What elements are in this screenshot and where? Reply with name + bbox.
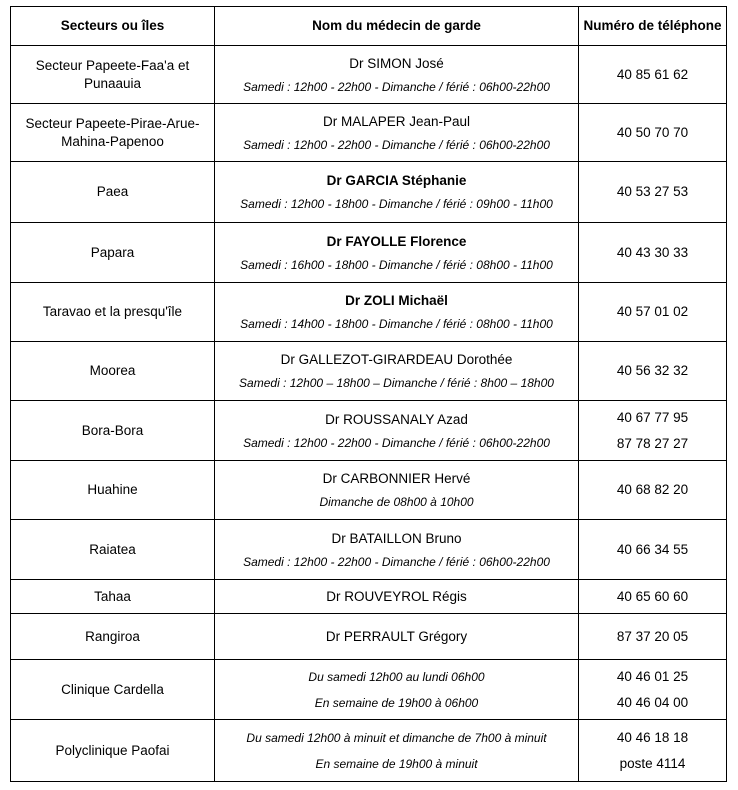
sector-cell: Papara bbox=[11, 223, 215, 283]
phone-number: 87 78 27 27 bbox=[616, 435, 689, 451]
doctor-name: Dr SIMON José bbox=[349, 55, 444, 71]
doctor-cell bbox=[215, 720, 579, 782]
doctor-cell bbox=[215, 104, 579, 162]
header-doctor: Nom du médecin de garde bbox=[215, 7, 579, 46]
phone-cell bbox=[579, 520, 727, 580]
doctor-name: Dr FAYOLLE Florence bbox=[326, 233, 467, 249]
phone-number: 40 85 61 62 bbox=[616, 66, 689, 82]
phone-number: 40 66 34 55 bbox=[616, 541, 689, 557]
header-row bbox=[11, 7, 727, 46]
phone-number: 40 68 82 20 bbox=[616, 482, 689, 497]
doctor-cell bbox=[215, 614, 579, 660]
doctor-cell bbox=[215, 401, 579, 461]
schedule-text: Samedi : 16h00 - 18h00 - Dimanche / férié : 08h00 - 11h00 bbox=[240, 257, 553, 272]
phone-number: 40 46 01 25 bbox=[616, 668, 689, 684]
phone-cell bbox=[579, 342, 727, 401]
sector-cell: Moorea bbox=[11, 342, 215, 401]
phone-cell bbox=[579, 283, 727, 342]
schedule-text: En semaine de 19h00 à minuit bbox=[315, 756, 478, 771]
table-row bbox=[11, 580, 727, 614]
schedule-text: Samedi : 12h00 - 18h00 - Dimanche / férié : 09h00 - 11h00 bbox=[240, 197, 553, 211]
sector-cell: Rangiroa bbox=[11, 614, 215, 660]
phone-number: 40 46 04 00 bbox=[616, 694, 689, 710]
schedule-text: Samedi : 12h00 - 22h00 - Dimanche / férié : 06h00-22h00 bbox=[243, 554, 550, 569]
table-row bbox=[11, 720, 727, 782]
phone-number: 40 57 01 02 bbox=[616, 304, 689, 319]
phone-number: 87 37 20 05 bbox=[616, 628, 689, 644]
on-call-doctors-table bbox=[10, 6, 727, 782]
sector-cell: Secteur Papeete-Pirae-Arue-Mahina-Papenoo bbox=[11, 104, 215, 162]
schedule-text: Samedi : 12h00 - 22h00 - Dimanche / férié : 06h00-22h00 bbox=[243, 79, 550, 94]
schedule-text: Samedi : 14h00 - 18h00 - Dimanche / férié : 08h00 - 11h00 bbox=[240, 317, 553, 331]
doctor-name: Dr CARBONNIER Hervé bbox=[322, 471, 471, 486]
schedule-text: Dimanche de 08h00 à 10h00 bbox=[319, 495, 474, 509]
sector-cell: Polyclinique Paofai bbox=[11, 720, 215, 782]
table-row bbox=[11, 104, 727, 162]
phone-cell bbox=[579, 162, 727, 223]
doctor-cell bbox=[215, 223, 579, 283]
doctor-name: Dr GALLEZOT-GIRARDEAU Dorothée bbox=[280, 352, 513, 367]
sector-cell: Clinique Cardella bbox=[11, 660, 215, 720]
sector-cell: Secteur Papeete-Faa'a et Punaauia bbox=[11, 46, 215, 104]
table-row bbox=[11, 461, 727, 520]
phone-cell bbox=[579, 720, 727, 782]
doctor-cell bbox=[215, 461, 579, 520]
phone-number: 40 56 32 32 bbox=[616, 363, 689, 378]
sector-cell: Raiatea bbox=[11, 520, 215, 580]
phone-number: 40 67 77 95 bbox=[616, 409, 689, 425]
doctor-name: Dr PERRAULT Grégory bbox=[325, 628, 468, 644]
schedule-text: Du samedi 12h00 au lundi 06h00 bbox=[308, 669, 485, 684]
phone-number: poste 4114 bbox=[619, 755, 686, 771]
table-row bbox=[11, 614, 727, 660]
doctor-name: Dr ROUVEYROL Régis bbox=[326, 588, 467, 604]
schedule-text: Samedi : 12h00 - 22h00 - Dimanche / férié : 06h00-22h00 bbox=[243, 137, 550, 152]
table-row bbox=[11, 342, 727, 401]
phone-number: 40 50 70 70 bbox=[616, 124, 689, 140]
table-row bbox=[11, 46, 727, 104]
table-row bbox=[11, 162, 727, 223]
sector-cell: Taravao et la presqu'île bbox=[11, 283, 215, 342]
schedule-text: En semaine de 19h00 à 06h00 bbox=[314, 695, 479, 710]
sector-cell: Huahine bbox=[11, 461, 215, 520]
phone-cell bbox=[579, 46, 727, 104]
table-row bbox=[11, 283, 727, 342]
doctor-cell bbox=[215, 283, 579, 342]
doctor-name: Dr MALAPER Jean-Paul bbox=[322, 113, 471, 129]
header-sector: Secteurs ou îles bbox=[11, 7, 215, 46]
doctor-cell bbox=[215, 660, 579, 720]
table-row bbox=[11, 520, 727, 580]
phone-cell bbox=[579, 660, 727, 720]
doctor-name: Dr ZOLI Michaël bbox=[345, 293, 448, 308]
phone-cell bbox=[579, 580, 727, 614]
phone-cell bbox=[579, 461, 727, 520]
doctor-name: Dr GARCIA Stéphanie bbox=[326, 173, 467, 188]
doctor-cell bbox=[215, 520, 579, 580]
doctor-cell bbox=[215, 162, 579, 223]
phone-number: 40 65 60 60 bbox=[616, 588, 689, 604]
doctor-name: Dr ROUSSANALY Azad bbox=[325, 411, 468, 427]
doctor-cell bbox=[215, 46, 579, 104]
doctor-name: Dr BATAILLON Bruno bbox=[331, 530, 462, 546]
doctor-cell bbox=[215, 342, 579, 401]
phone-number: 40 43 30 33 bbox=[616, 244, 689, 260]
header-phone: Numéro de téléphone bbox=[579, 7, 727, 46]
table-row bbox=[11, 401, 727, 461]
phone-cell bbox=[579, 223, 727, 283]
schedule-text: Du samedi 12h00 à minuit et dimanche de 7h00 à minuit bbox=[246, 730, 547, 745]
schedule-text: Samedi : 12h00 – 18h00 – Dimanche / férié : 8h00 – 18h00 bbox=[239, 376, 554, 390]
sector-cell: Paea bbox=[11, 162, 215, 223]
phone-cell bbox=[579, 614, 727, 660]
phone-number: 40 53 27 53 bbox=[616, 184, 689, 199]
phone-cell bbox=[579, 104, 727, 162]
sector-cell: Bora-Bora bbox=[11, 401, 215, 461]
table-row bbox=[11, 660, 727, 720]
phone-cell bbox=[579, 401, 727, 461]
phone-number: 40 46 18 18 bbox=[616, 729, 689, 745]
sector-cell: Tahaa bbox=[11, 580, 215, 614]
doctor-cell bbox=[215, 580, 579, 614]
schedule-text: Samedi : 12h00 - 22h00 - Dimanche / férié : 06h00-22h00 bbox=[243, 435, 550, 450]
table-row bbox=[11, 223, 727, 283]
